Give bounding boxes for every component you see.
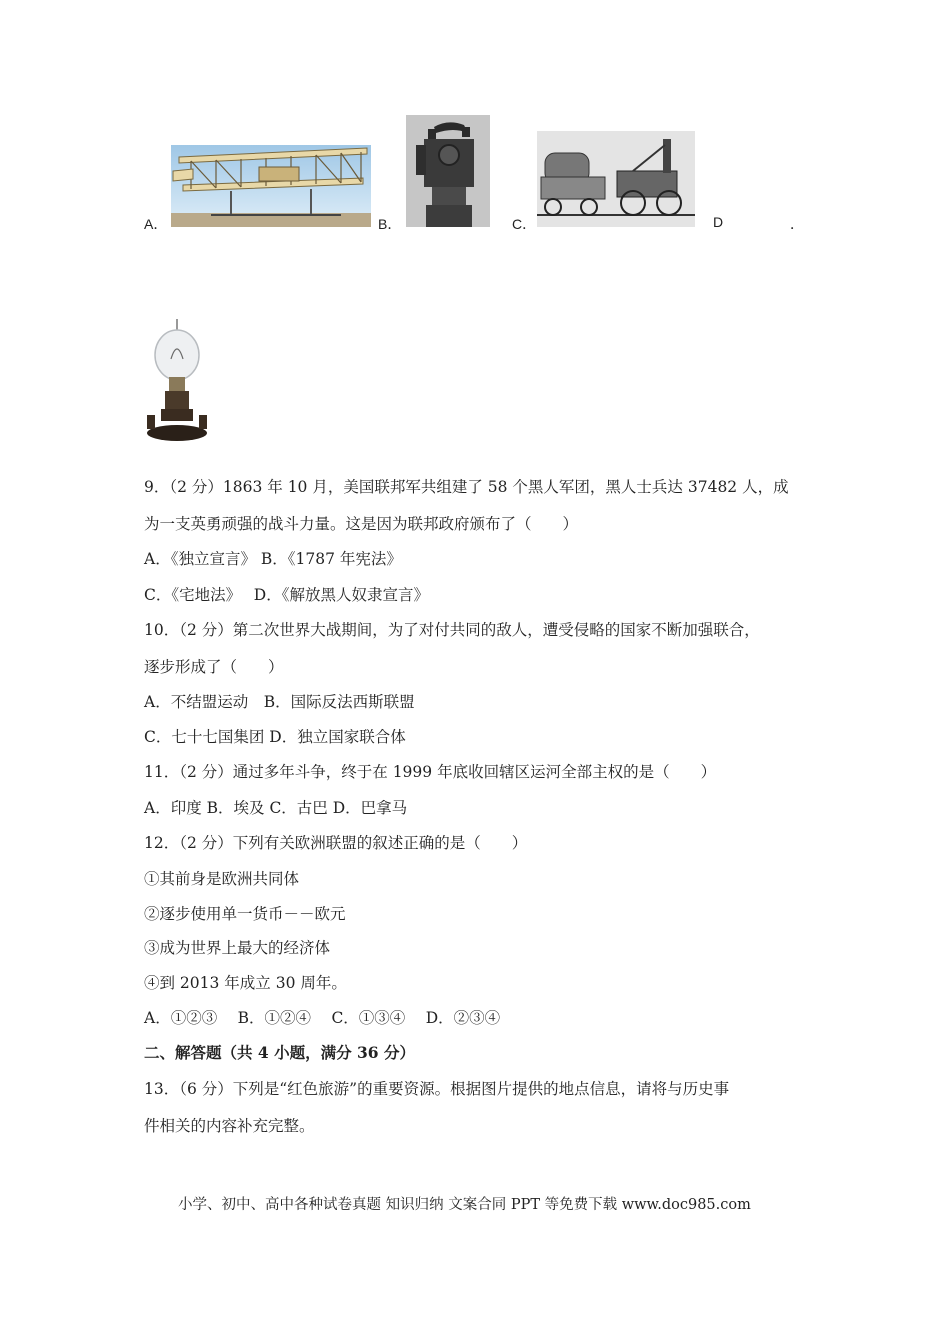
q12-item1: ①其前身是欧洲共同体 (144, 870, 300, 888)
q10-options-ab: A．不结盟运动 B．国际反法西斯联盟 (144, 693, 415, 711)
q11-line1: 11．（2 分）通过多年斗争，终于在 1999 年底收回辖区运河全部主权的是（ ） (144, 763, 717, 781)
q9-options-ab: A．《独立宣言》 B．《1787 年宪法》 (144, 550, 402, 568)
biplane-image (171, 145, 371, 227)
q10-line1: 10．（2 分）第二次世界大战期间，为了对付共同的敌人，遭受侵略的国家不断加强联合， (144, 621, 760, 639)
q12-item4: ④到 2013 年成立 30 周年。 (144, 974, 347, 992)
q10-options-cd: C．七十七国集团 D．独立国家联合体 (144, 728, 406, 746)
light-bulb-image (145, 317, 215, 445)
q9-line2: 为一支英勇顽强的战斗力量。这是因为联邦政府颁布了（ ） (144, 515, 579, 533)
section-heading: 二、解答题（共 4 小题，满分 36 分） (144, 1043, 415, 1062)
q12-line1: 12．（2 分）下列有关欧洲联盟的叙述正确的是（ ） (144, 834, 528, 852)
q10-line2: 逐步形成了（ ） (144, 658, 284, 676)
q12-item2: ②逐步使用单一货币－－欧元 (144, 905, 346, 923)
option-d-label: D (713, 214, 724, 230)
footer-text: 小学、初中、高中各种试卷真题 知识归纳 文案合同 PPT 等免费下载 www.doc985.com (178, 1197, 751, 1213)
q9-line1: 9．（2 分）1863 年 10 月，美国联邦军共组建了 58 个黑人军团，黑人士兵达 37482 人，成 (144, 478, 789, 496)
q12-options: A．①②③ B．①②④ C．①③④ D．②③④ (144, 1009, 501, 1027)
q13-line1: 13．（6 分）下列是“红色旅游”的重要资源。根据图片提供的地点信息，请将与历史事 (144, 1080, 730, 1098)
option-b-label: B． (378, 216, 402, 232)
q13-line2: 件相关的内容补充完整。 (144, 1117, 315, 1135)
q11-options: A．印度 B．埃及 C．古巴 D．巴拿马 (144, 799, 408, 817)
option-a-label: A． (144, 216, 168, 232)
q9-options-cd: C．《宅地法》 D．《解放黑人奴隶宣言》 (144, 586, 429, 604)
q12-item3: ③成为世界上最大的经济体 (144, 939, 331, 957)
option-d-dot: ． (790, 216, 804, 232)
telephone-image (406, 115, 490, 227)
option-c-label: C． (512, 216, 537, 232)
locomotive-image (537, 131, 695, 227)
